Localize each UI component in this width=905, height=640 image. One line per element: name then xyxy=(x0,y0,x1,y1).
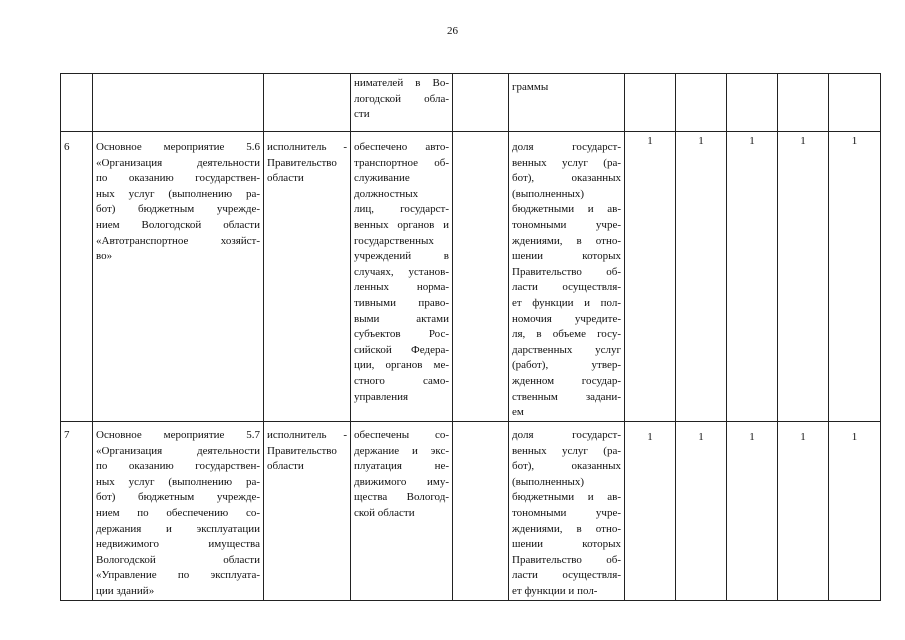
text-line: бот), оказанных xyxy=(512,172,621,185)
page-number: 26 xyxy=(447,25,458,37)
result-lines xyxy=(354,428,449,522)
text-line: по оказанию государствен- xyxy=(96,172,260,185)
text-line: ласти осуществля- xyxy=(512,569,621,582)
cell-value xyxy=(625,74,676,132)
text-line: ции зданий» xyxy=(96,584,155,597)
cell-empty xyxy=(453,74,509,132)
text-line: движимого иму- xyxy=(354,475,449,488)
text-line: дарственных услуг xyxy=(512,343,621,356)
indicator-lines xyxy=(512,140,621,421)
text-line: бот) бюджетным учрежде- xyxy=(96,203,260,216)
text-line: ской области xyxy=(354,506,415,519)
result-lines xyxy=(354,140,449,405)
text-line: тивными право- xyxy=(354,296,449,309)
text-line: недвижимого имущества xyxy=(96,538,260,551)
text-line: граммы xyxy=(512,81,549,93)
text-line: бот) бюджетным учрежде- xyxy=(96,491,260,504)
text-line: щества Вологод- xyxy=(354,491,449,504)
text-line: венных услуг (ра- xyxy=(512,444,621,457)
text-line: бюджетными и ав- xyxy=(512,491,621,504)
text-line: доля государст- xyxy=(512,141,621,153)
text-line: держание и экс- xyxy=(354,444,449,457)
cell-num xyxy=(61,74,93,132)
text-line: Правительство об- xyxy=(512,553,621,566)
text-line: выми актами xyxy=(354,312,449,325)
text-line: жденном государ- xyxy=(512,374,621,387)
text-line: (выполненных) xyxy=(512,475,585,488)
cell-empty xyxy=(453,422,509,601)
cell-value xyxy=(676,74,727,132)
executor-lines xyxy=(267,428,347,475)
cell-value: 1 xyxy=(676,422,727,601)
cell-empty xyxy=(453,132,509,422)
event-lines xyxy=(96,140,260,265)
text-line: ет функции и пол- xyxy=(512,584,598,597)
executor-lines xyxy=(267,140,347,187)
result-lines xyxy=(354,76,449,123)
indicator-lines xyxy=(512,80,621,96)
text-line: «Автотранспортное хозяйст- xyxy=(96,234,260,247)
text-line: Основное мероприятие 5.6 xyxy=(96,141,260,153)
cell-result xyxy=(351,132,453,422)
text-line: области xyxy=(267,172,304,185)
cell-value: 1 xyxy=(778,422,829,601)
text-line: бот), оказанных xyxy=(512,460,621,473)
text-line: «Организация деятельности xyxy=(96,156,260,169)
text-line: ет функции и пол- xyxy=(512,296,621,309)
cell-indicator xyxy=(509,74,625,132)
cell-event xyxy=(93,74,264,132)
text-line: Основное мероприятие 5.7 xyxy=(96,429,260,441)
text-line: (работ), утвер- xyxy=(512,359,621,372)
text-line: тономными учре- xyxy=(512,218,621,231)
text-line: венных органов и xyxy=(354,218,449,231)
text-line: доля государст- xyxy=(512,429,621,441)
text-line: транспортное об- xyxy=(354,156,449,169)
text-line: учреждений в xyxy=(354,250,449,263)
text-line: обеспечены со- xyxy=(354,429,449,441)
cell-executor xyxy=(264,132,351,422)
cell-indicator xyxy=(509,422,625,601)
text-line: области xyxy=(267,460,304,473)
text-line: должностных xyxy=(354,187,419,200)
indicator-lines xyxy=(512,428,621,600)
cell-value: 1 xyxy=(829,132,881,422)
text-line: Правительство об- xyxy=(512,265,621,278)
cell-value: 1 xyxy=(676,132,727,422)
text-line: «Организация деятельности xyxy=(96,444,260,457)
text-line: сийской Федера- xyxy=(354,343,449,356)
cell-executor xyxy=(264,422,351,601)
cell-value: 1 xyxy=(727,132,778,422)
text-line: ласти осуществля- xyxy=(512,281,621,294)
text-line: сти xyxy=(354,108,370,121)
text-line: номочия учредите- xyxy=(512,312,621,325)
cell-value: 1 xyxy=(625,422,676,601)
cell-value xyxy=(727,74,778,132)
cell-num: 6 xyxy=(61,132,93,422)
cell-result xyxy=(351,74,453,132)
cell-event xyxy=(93,422,264,601)
text-line: государственных xyxy=(354,234,434,247)
table-row-continued xyxy=(61,74,881,132)
cell-value: 1 xyxy=(778,132,829,422)
cell-event xyxy=(93,132,264,422)
text-line: служивание xyxy=(354,172,410,185)
text-line: ждениями, в отно- xyxy=(512,234,621,247)
text-line: нимателей в Во- xyxy=(354,77,449,89)
text-line: лиц, государст- xyxy=(354,203,449,216)
text-line: ных услуг (выполнению ра- xyxy=(96,475,260,488)
text-line: ных услуг (выполнению ра- xyxy=(96,187,260,200)
cell-value: 1 xyxy=(625,132,676,422)
text-line: исполнитель - xyxy=(267,429,347,441)
text-line: субъектов Рос- xyxy=(354,328,449,341)
cell-value: 1 xyxy=(829,422,881,601)
table-row-7 xyxy=(61,422,881,601)
cell-result xyxy=(351,422,453,601)
cell-indicator xyxy=(509,132,625,422)
cell-value: 1 xyxy=(727,422,778,601)
text-line: нием Вологодской области xyxy=(96,218,260,231)
cell-num: 7 xyxy=(61,422,93,601)
text-line: Правительство xyxy=(267,444,337,457)
event-lines xyxy=(96,428,260,600)
text-line: ленных норма- xyxy=(354,281,449,294)
table-row-6 xyxy=(61,132,881,422)
text-line: ем xyxy=(512,406,524,419)
program-events-table xyxy=(60,73,881,601)
text-line: плуатация не- xyxy=(354,460,449,473)
text-line: шении которых xyxy=(512,250,621,263)
cell-value xyxy=(829,74,881,132)
text-line: ции, органов ме- xyxy=(354,359,449,372)
text-line: стного само- xyxy=(354,374,449,387)
text-line: во» xyxy=(96,250,113,263)
text-line: ждениями, в отно- xyxy=(512,522,621,535)
cell-value xyxy=(778,74,829,132)
text-line: «Управление по эксплуата- xyxy=(96,569,260,582)
text-line: (выполненных) xyxy=(512,187,585,200)
text-line: бюджетными и ав- xyxy=(512,203,621,216)
text-line: венных услуг (ра- xyxy=(512,156,621,169)
text-line: логодской обла- xyxy=(354,92,449,105)
text-line: держания и эксплуатации xyxy=(96,522,260,535)
text-line: обеспечено авто- xyxy=(354,141,449,153)
text-line: управления xyxy=(354,390,409,403)
text-line: ля, в объеме госу- xyxy=(512,328,621,341)
text-line: тономными учре- xyxy=(512,506,621,519)
text-line: по оказанию государствен- xyxy=(96,460,260,473)
text-line: нием по обеспечению со- xyxy=(96,506,260,519)
text-line: случаях, установ- xyxy=(354,265,449,278)
cell-executor xyxy=(264,74,351,132)
text-line: Правительство xyxy=(267,156,337,169)
text-line: ственным задани- xyxy=(512,390,621,403)
text-line: исполнитель - xyxy=(267,141,347,153)
text-line: Вологодской области xyxy=(96,553,260,566)
text-line: шении которых xyxy=(512,538,621,551)
